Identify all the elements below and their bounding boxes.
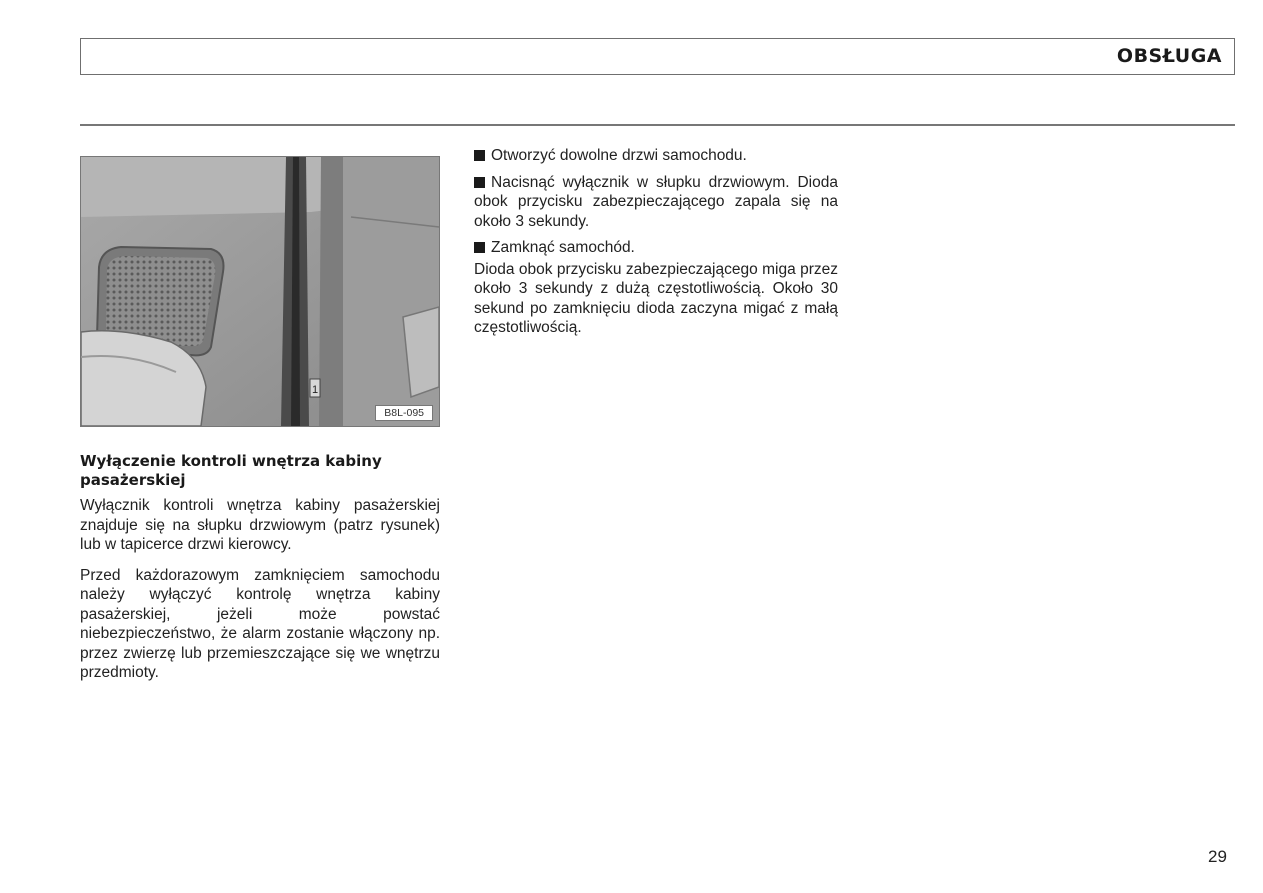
left-column bbox=[80, 452, 440, 694]
square-bullet-icon bbox=[474, 150, 485, 161]
paragraph: Dioda obok przycisku zabezpieczającego miga przez około 3 sekundy z dużą częstotliwością. Około 30 sekund po zamknięciu dioda zaczyna migać z małą częstotliwością. bbox=[474, 260, 838, 336]
square-bullet-icon bbox=[474, 177, 485, 188]
step-item bbox=[474, 146, 838, 166]
door-pillar-illustration bbox=[81, 157, 439, 426]
subsection-heading: Wyłączenie kontroli wnętrza kabiny pasażerskiej bbox=[80, 452, 382, 489]
paragraph: Wyłącznik kontroli wnętrza kabiny pasażerskiej znajduje się na słupku drzwiowym (patrz rysunek) lub w tapicerce drzwi kierowcy. bbox=[80, 497, 440, 553]
paragraph: Przed każdorazowym zamknięciem samochodu należy wyłączyć kontrolę wnętrza kabiny pasażerskiej, jeżeli może powstać niebezpieczeństwo, że alarm zostanie włączony np. przez zwierzę lub przemieszczające się we wnętrzu przedmioty. bbox=[80, 566, 440, 681]
right-column bbox=[474, 146, 838, 345]
figure-code: B8L-095 bbox=[375, 405, 433, 421]
step-item bbox=[474, 238, 838, 258]
header-bar bbox=[80, 38, 1235, 75]
step-text: Zamknąć samochód. bbox=[491, 239, 635, 256]
step-text: Nacisnąć wyłącznik w słupku drzwiowym. Dioda obok przycisku zabezpieczającego zapala się na około 3 sekundy. bbox=[474, 173, 838, 230]
step-text: Otworzyć dowolne drzwi samochodu. bbox=[491, 147, 747, 164]
door-pillar-figure bbox=[80, 156, 440, 427]
divider-line bbox=[80, 124, 1235, 126]
square-bullet-icon bbox=[474, 242, 485, 253]
step-item bbox=[474, 173, 838, 232]
page-number: 29 bbox=[1208, 847, 1227, 866]
section-title: OBSŁUGA bbox=[1116, 45, 1222, 67]
figure-marker-label: 1 bbox=[311, 384, 319, 396]
